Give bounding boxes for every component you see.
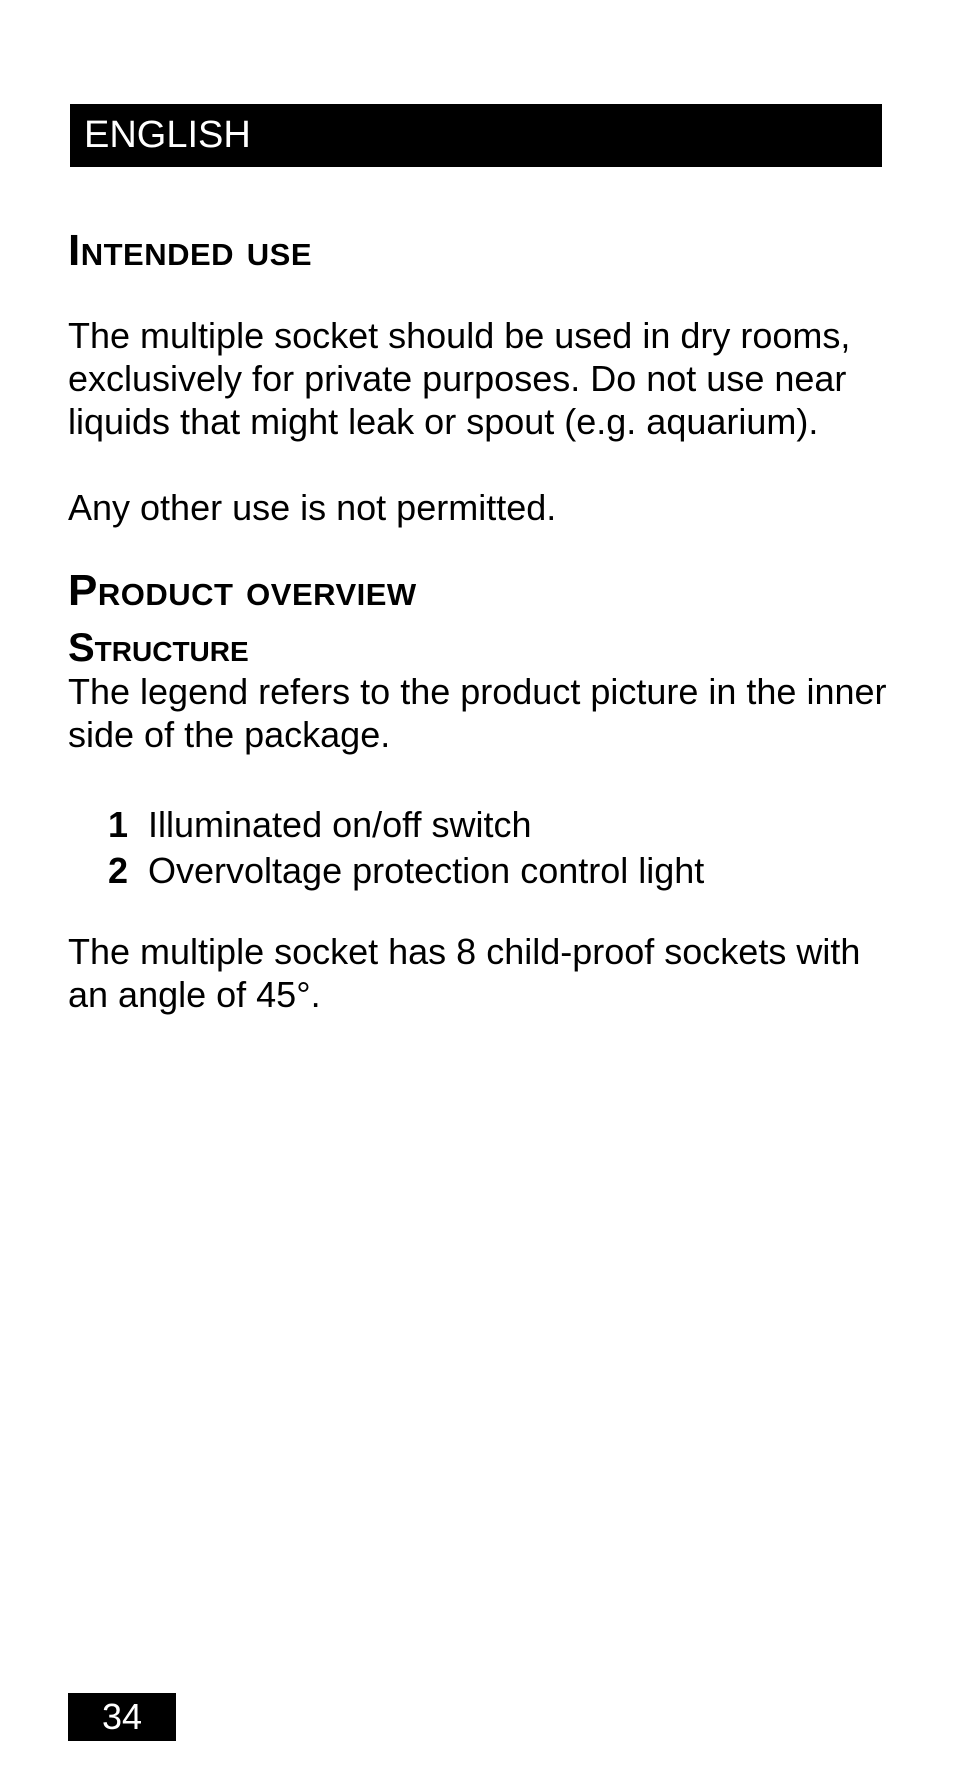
structure-description: The legend refers to the product picture in the inner side of the package. (68, 671, 887, 755)
legend-item-number: 1 (108, 804, 129, 845)
intended-use-heading: Intended use (68, 226, 313, 275)
intended-use-paragraph: The multiple socket should be used in dry rooms, exclusively for private purposes. Do not use near liquids that might leak or spout (e.g. aquarium). (68, 315, 851, 442)
sockets-note: The multiple socket has 8 child-proof sockets with an angle of 45°. (68, 931, 861, 1015)
legend-item (108, 848, 704, 894)
legend-list (108, 802, 704, 894)
legend-item (108, 802, 704, 848)
language-label: ENGLISH (84, 114, 251, 156)
structure-subheading: Structure (68, 626, 249, 670)
intended-use-restriction: Any other use is not permitted. (68, 487, 557, 528)
legend-item-label: Illuminated on/off switch (148, 804, 532, 845)
product-overview-heading: Product overview (68, 566, 417, 615)
legend-item-label: Overvoltage protection control light (148, 850, 705, 891)
page-number: 34 (68, 1693, 176, 1741)
legend-item-number: 2 (108, 850, 129, 891)
language-header-bar (70, 104, 882, 167)
